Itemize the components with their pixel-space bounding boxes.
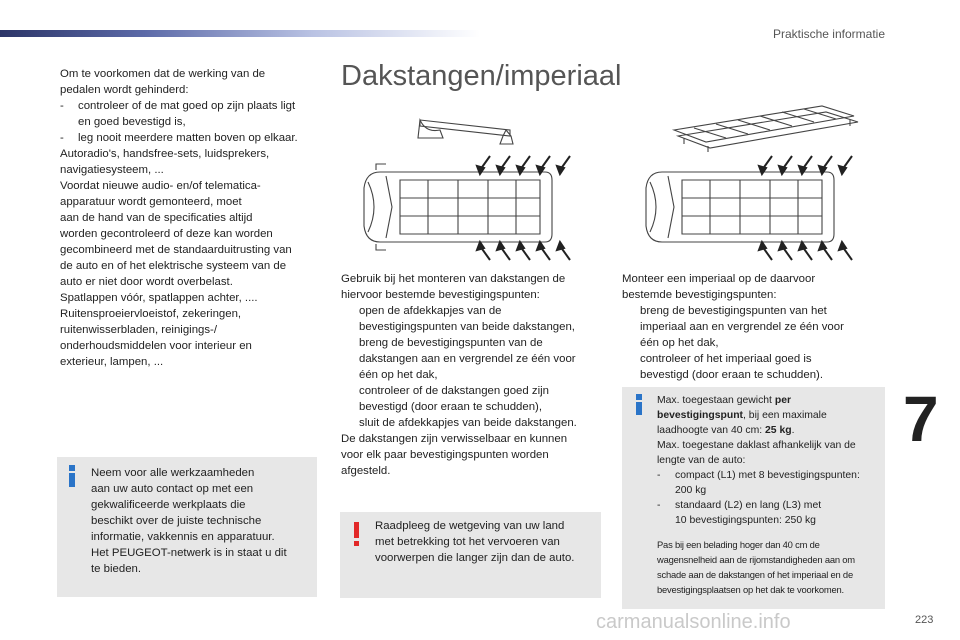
text-line: Raadpleeg de wetgeving van uw land (375, 520, 565, 532)
text-line: Het PEUGEOT-netwerk is in staat u dit (91, 547, 287, 559)
text-segment: Max. toegestaan gewicht (657, 395, 775, 406)
info-box (57, 457, 317, 597)
text-line: aan uw auto contact op met een (91, 483, 254, 495)
text-line: Pas bij een belading hoger dan 40 cm de (657, 539, 820, 550)
text-line: schade aan de dakstangen of het imperiaal en de (657, 569, 853, 580)
warning-icon (354, 522, 359, 538)
dash-bullet: - (60, 100, 64, 112)
section-title: Praktische informatie (772, 27, 885, 41)
text-line: exterieur, lampen, ... (60, 356, 164, 368)
list-item-text: controleer of de dakstangen goed zijn (359, 385, 549, 397)
list-item-text: en goed bevestigd is, (78, 116, 186, 128)
header-bar (0, 30, 480, 37)
list-item (341, 303, 577, 319)
text-line: navigatiesysteem, ... (60, 164, 164, 176)
list-item-text: imperiaal aan en vergrendel ze één voor (640, 321, 844, 333)
list-item-text: één op het dak, (640, 337, 719, 349)
list-item (657, 498, 860, 513)
warning-box-text (375, 518, 574, 566)
text-line (657, 423, 860, 438)
roof-rack-illustration (622, 100, 892, 268)
list-item-text: standaard (L2) en lang (L3) met (675, 500, 822, 511)
text-line: Max. toegestane daklast afhankelijk van de (657, 440, 856, 451)
list-item-text: bevestigd (door eraan te schudden), (359, 401, 543, 413)
list-item (60, 98, 298, 114)
list-item (60, 130, 298, 146)
text-line: bestemde bevestigingspunten: (622, 289, 777, 301)
text-segment: . (791, 425, 795, 436)
page-title: Dakstangen/imperiaal (341, 60, 622, 92)
text-line: Spatlappen vóór, spatlappen achter, .... (60, 292, 258, 304)
text-line (657, 408, 860, 423)
mat-paragraph (60, 66, 298, 290)
van-top-view-icon (646, 172, 834, 242)
van-top-view-icon (364, 164, 552, 250)
text-line: met betrekking tot het vervoeren van (375, 536, 560, 548)
list-item-text: één op het dak, (359, 369, 438, 381)
text-bold: bevestigingspunt (657, 410, 744, 421)
list-item-text: breng de bevestigingspunten van de (359, 337, 543, 349)
text-line: Ruitensproeiervloeistof, zekeringen, (60, 308, 242, 320)
list-item-text: sluit de afdekkapjes van beide dakstangen. (359, 417, 577, 429)
list-item-text: leg nooit meerdere matten boven op elkaar. (78, 132, 298, 144)
text-line: aan de hand van de specificaties altijd (60, 212, 253, 224)
list-item-text: bevestigd (door eraan te schudden). (640, 369, 824, 381)
spatlappen-paragraph (60, 290, 258, 370)
info-icon (636, 402, 642, 415)
text-line: ruitenwisserbladen, reinigings-/ (60, 324, 218, 336)
list-item-text: controleer of het imperiaal goed is (640, 353, 812, 365)
roof-rack-icon (674, 106, 858, 152)
text-line: wagensnelheid aan de rijomstandigheden aan om (657, 554, 855, 565)
text-line: de auto en of het elektrische systeem van de (60, 260, 287, 272)
text-line: Voordat nieuwe audio- en/of telematica- (60, 180, 261, 192)
page-number: 223 (915, 614, 934, 626)
list-item (341, 335, 577, 351)
text-line: worden gecontroleerd of deze kan worden (60, 228, 273, 240)
list-item-text: 200 kg (675, 485, 707, 496)
list-item (622, 303, 844, 319)
text-line: Om te voorkomen dat de werking van de (60, 68, 266, 80)
list-item-text: bevestigingspunten van beide dakstangen, (359, 321, 575, 333)
text-line: Neem voor alle werkzaamheden (91, 467, 255, 479)
dash-bullet: - (657, 500, 661, 511)
text-line: Autoradio's, handsfree-sets, luidsprekers, (60, 148, 270, 160)
list-item (341, 383, 577, 399)
load-info-text (657, 393, 860, 528)
text-line: voorwerpen die langer zijn dan de auto. (375, 552, 575, 564)
text-line: onderhoudsmiddelen voor interieur en (60, 340, 252, 352)
text-segment: laadhoogte van 40 cm: (657, 425, 766, 436)
text-segment: , bij een maximale (743, 410, 827, 421)
chapter-number: 7 (903, 383, 939, 455)
text-line: Monteer een imperiaal op de daarvoor (622, 273, 816, 285)
warning-box (340, 512, 601, 598)
dash-bullet: - (657, 470, 661, 481)
fine-print (657, 537, 855, 597)
list-item (657, 468, 860, 483)
info-box-text (91, 465, 287, 577)
text-line: auto er niet door wordt overbelast. (60, 276, 233, 288)
roof-bar-icon (418, 120, 513, 144)
text-bold: 25 kg (765, 425, 792, 436)
list-item-text: open de afdekkapjes van de (359, 305, 502, 317)
list-item (622, 351, 844, 367)
text-line: bevestigingsplaatsen op het dak te voorkomen. (657, 584, 844, 595)
text-line: beschikt over de juiste technische (91, 515, 262, 527)
list-item-text: 10 bevestigingspunten: 250 kg (675, 515, 816, 526)
text-line: afgesteld. (341, 465, 391, 477)
roof-bars-instructions (341, 271, 577, 479)
list-item-text: controleer of de mat goed op zijn plaats ligt (78, 100, 296, 112)
text-line: te bieden. (91, 563, 142, 575)
info-icon (69, 473, 75, 487)
text-line: gekwalificeerde werkplaats die (91, 499, 246, 511)
text-line: voor elk paar bevestigingspunten worden (341, 449, 549, 461)
list-item-text: breng de bevestigingspunten van het (640, 305, 827, 317)
list-item-text: dakstangen aan en vergrendel ze één voor (359, 353, 576, 365)
text-line: gecombineerd met de standaarduitrusting van (60, 244, 292, 256)
watermark: carmanualsonline.info (596, 611, 791, 633)
text-line: lengte van de auto: (657, 455, 746, 466)
roof-rack-instructions (622, 271, 844, 383)
list-item-text: compact (L1) met 8 bevestigingspunten: (675, 470, 860, 481)
text-line (657, 393, 860, 408)
text-line: pedalen wordt gehinderd: (60, 84, 189, 96)
text-line: Gebruik bij het monteren van dakstangen de (341, 273, 566, 285)
text-line: informatie, vakkennis en apparatuur. (91, 531, 275, 543)
dash-bullet: - (60, 132, 64, 144)
text-bold: per (774, 395, 792, 406)
roof-bars-illustration (340, 100, 610, 268)
text-line: hiervoor bestemde bevestigingspunten: (341, 289, 540, 301)
load-info-box (622, 387, 885, 609)
list-item (341, 415, 577, 431)
text-line: apparatuur wordt gemonteerd, moet (60, 196, 242, 208)
text-line: De dakstangen zijn verwisselbaar en kunnen (341, 433, 568, 445)
